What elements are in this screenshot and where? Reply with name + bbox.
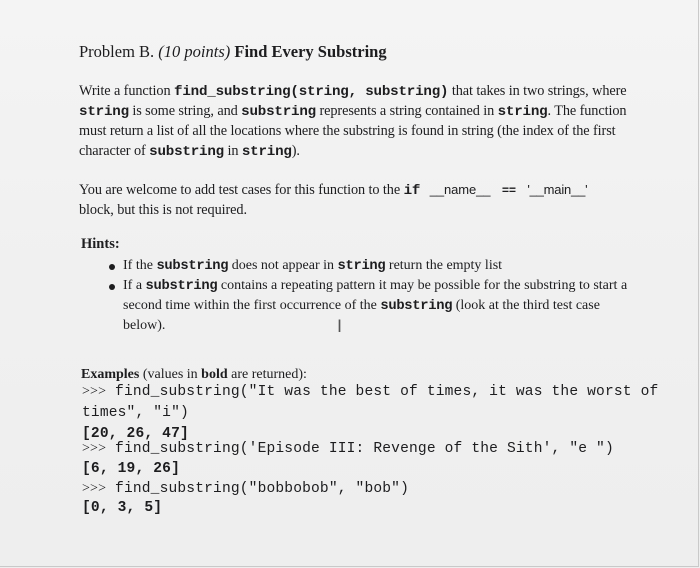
text: bold: [201, 367, 228, 382]
text: does not appear in: [228, 258, 338, 273]
hint-item-2-line2: [123, 296, 600, 317]
example-call-3: [82, 481, 409, 497]
text: in: [223, 143, 242, 159]
code-string: string: [497, 104, 548, 120]
text: (values in: [139, 367, 202, 382]
text: return the empty list: [385, 258, 503, 273]
text: represents a string contained in: [316, 103, 498, 119]
code-substring: substring: [156, 259, 229, 274]
paragraph1-line4: [79, 141, 300, 162]
text: ).: [291, 143, 300, 159]
code-string: string: [79, 104, 129, 120]
code-substring: substring: [145, 279, 218, 294]
text: You are welcome to add test cases for this function to the: [79, 182, 404, 198]
function-signature: find_substring(string, substring): [174, 84, 449, 100]
hints-heading: Hints:: [81, 236, 120, 252]
text: that takes in two strings, where: [448, 83, 627, 99]
example-call-1-line1: [82, 384, 658, 400]
problem-points: (10 points): [158, 42, 231, 61]
text: (look at the third test case: [452, 298, 600, 313]
code: find_substring('Episode III: Revenge of the Sith', "e "): [106, 441, 614, 457]
paragraph2-line1: [79, 180, 587, 201]
text: . The function: [547, 103, 627, 119]
text: second time within the first occurrence of the: [123, 298, 381, 313]
code-substring: substring: [380, 299, 453, 314]
problem-heading: Find Every Substring: [234, 42, 387, 61]
code-dunder-name: __name__: [429, 182, 491, 197]
paragraph1-line3: must return a list of all the locations where the substring is found in string (the index of the first: [79, 123, 616, 139]
problem-title: [79, 42, 387, 62]
paragraph1-line1: [79, 81, 627, 102]
hint-item-2-line3: below).: [123, 318, 166, 333]
example-result-2: [6, 19, 26]: [82, 461, 180, 477]
example-call-1-line2: times", "i"): [82, 405, 189, 421]
repl-prompt: >>>: [82, 384, 107, 399]
hint-item-1: [123, 256, 502, 277]
text: character of: [79, 143, 150, 159]
text: Examples: [81, 367, 140, 382]
text: If the: [123, 258, 157, 273]
code-string: string: [241, 144, 292, 160]
code-dunder-main: '__main__': [527, 182, 588, 197]
code: find_substring("bobbobob", "bob"): [106, 481, 410, 497]
text: Write a function: [79, 83, 174, 99]
bullet-icon: [109, 264, 115, 270]
hint-item-2-line1: [123, 276, 627, 297]
code-substring: substring: [149, 144, 224, 160]
paragraph1-line2: [79, 101, 626, 122]
repl-prompt: >>>: [82, 481, 107, 496]
code-string: string: [337, 259, 386, 274]
paragraph2-line2: block, but this is not required.: [79, 202, 247, 218]
example-result-3: [0, 3, 5]: [82, 500, 163, 516]
text: is some string, and: [128, 103, 242, 119]
bullet-icon: [109, 284, 115, 290]
example-call-2: [82, 441, 614, 457]
code-if: if: [403, 183, 421, 199]
problem-label: Problem B.: [79, 42, 155, 61]
example-result-1: [20, 26, 47]: [82, 426, 189, 442]
text: contains a repeating pattern it may be possible for the substring to start a: [217, 278, 628, 293]
text: If a: [123, 278, 146, 293]
code-substring: substring: [241, 104, 316, 120]
text-cursor-icon: I: [337, 317, 343, 337]
text: are returned):: [227, 367, 307, 382]
code: find_substring("It was the best of times, it was the worst of: [106, 384, 659, 400]
repl-prompt: >>>: [82, 441, 107, 456]
examples-heading: [81, 367, 307, 383]
code-equals: ==: [501, 184, 516, 198]
